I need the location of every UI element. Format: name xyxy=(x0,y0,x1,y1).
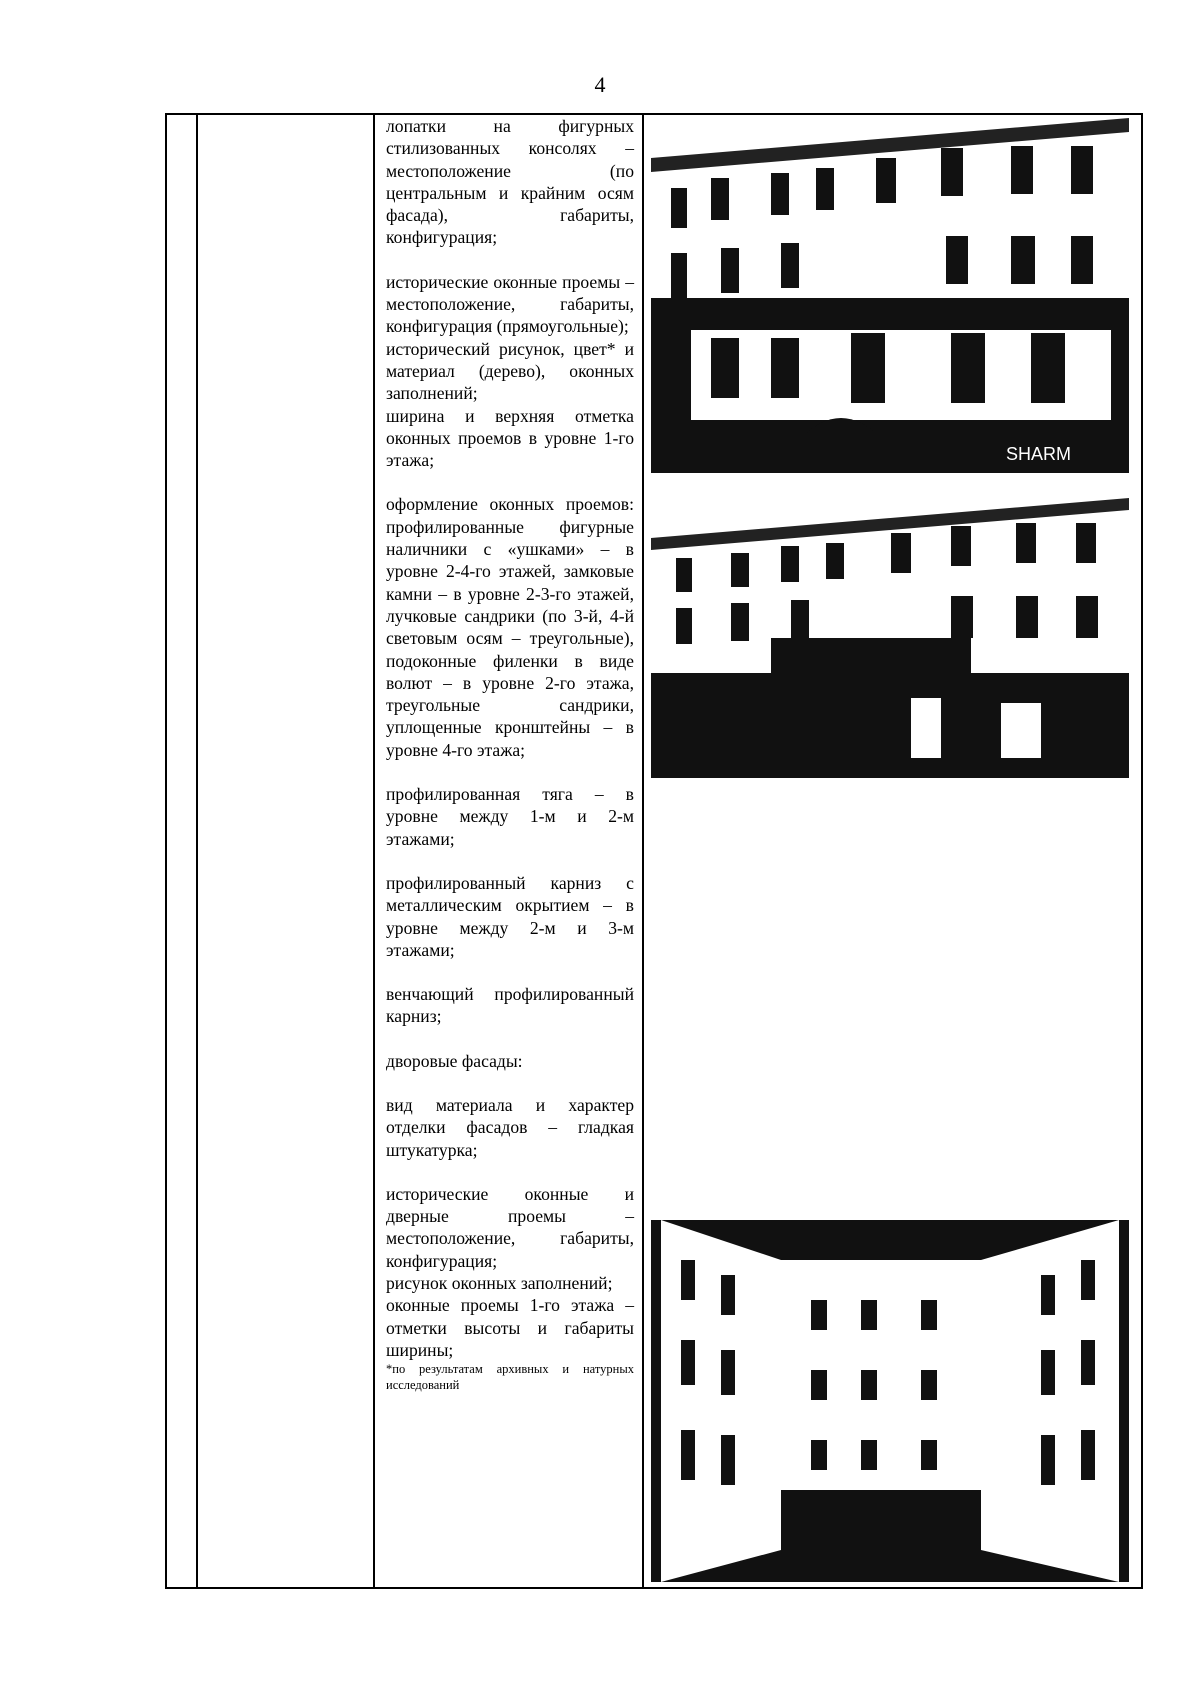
column-divider-1 xyxy=(196,115,198,1587)
paragraph-plaster: вид материала и характер отделки фасадов – гладкая штукатурка; xyxy=(386,1094,634,1160)
column-divider-2 xyxy=(373,115,375,1587)
shop-sign: SHARM xyxy=(1006,444,1072,464)
paragraph-window-openings: исторические оконные проемы – местоположение, габариты, конфигурация (прямоугольные); xyxy=(386,271,634,337)
paragraph-crowning-cornice: венчающий профилированный карниз; xyxy=(386,984,634,1027)
paragraph-window-decoration: оформление оконных проемов: профилированные фигурные наличники с «ушками» – в уровне 2-4-го этажей, замковые камни – в уровне 2-3-го этажей, лучковые сандрики (по 3-й, 4-й световым осям – треугольные), подоконные филенки в виде волют – в уровне 2-го этажа, треугольные сандрики, уплощенные кронштейны – в уровне 4-го этажа; xyxy=(386,494,634,760)
paragraph-first-floor: оконные проемы 1-го этажа – отметки высоты и габариты ширины; xyxy=(386,1295,634,1360)
facade-photo-2 xyxy=(651,498,1129,778)
courtyard-photo xyxy=(651,1220,1129,1582)
paragraph-cornice-metal: профилированный карниз с металлическим окрытием – в уровне между 2-м и 3-м этажами; xyxy=(386,872,634,960)
paragraph-window-width: ширина и верхняя отметка оконных проемов в уровне 1-го этажа; xyxy=(386,405,634,471)
protected-items-text xyxy=(386,115,634,1393)
paragraph-courtyard-heading: дворовые фасады: xyxy=(386,1050,523,1071)
paragraph-courtyard-openings: исторические оконные и дверные проемы – местоположение, габариты, конфигурация; xyxy=(386,1183,634,1271)
paragraph-cornice-belt: профилированная тяга – в уровне между 1-м и 2-м этажами; xyxy=(386,784,634,849)
facade-photo-1 xyxy=(651,118,1129,473)
paragraph-courtyard-pattern: рисунок оконных заполнений; xyxy=(386,1273,613,1294)
page-number: 4 xyxy=(594,72,606,97)
footnote: *по результатам архивных и натурных исследований xyxy=(386,1362,634,1393)
column-divider-3 xyxy=(642,115,644,1587)
paragraph-window-pattern: исторический рисунок, цвет* и материал (дерево), оконных заполнений; xyxy=(386,338,634,404)
paragraph-pilasters: лопатки на фигурных стилизованных консолях – местоположение (по центральным и крайним осям фасада), габариты, конфигурация; xyxy=(386,116,634,248)
